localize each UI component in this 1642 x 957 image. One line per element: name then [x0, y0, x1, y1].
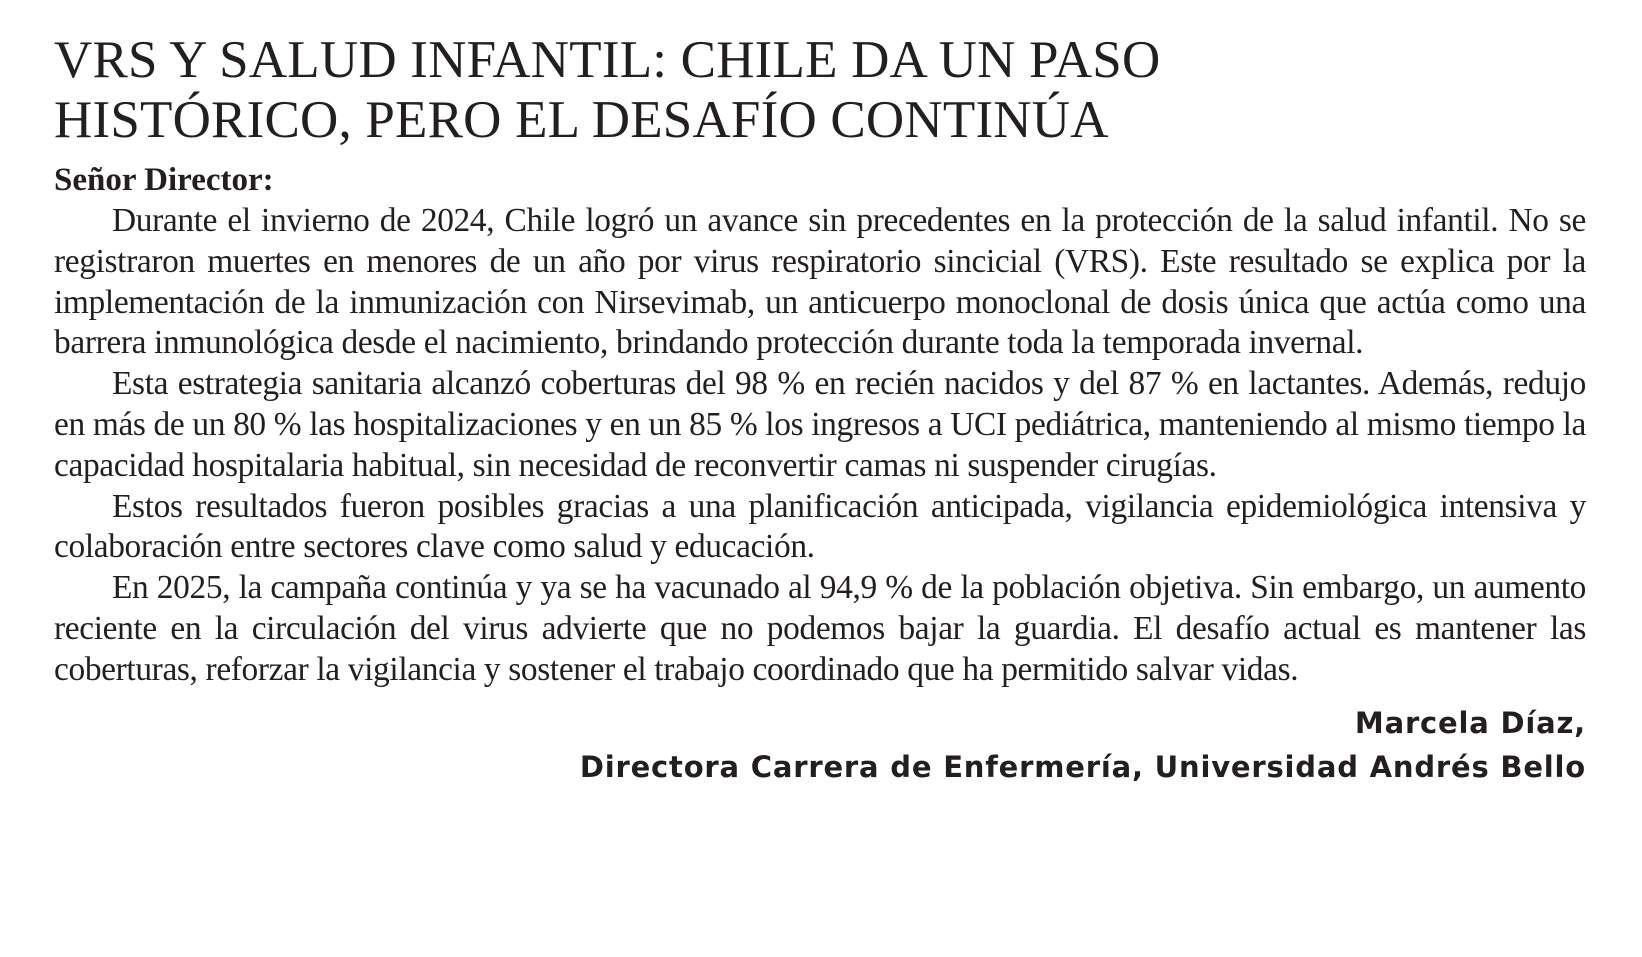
- paragraph: Durante el invierno de 2024, Chile logró un avance sin precedentes en la protección de la salud infantil. No se registraron muertes en menores de un año por virus respiratorio sincicial (VRS). Este resultado se explica por la implementación de la inmunización con Nirsevimab, un anticuerpo monoclonal de dosis única que actúa como una barrera inmunológica desde el nacimiento, brindando protección durante toda la temporada invernal.: [54, 202, 1586, 362]
- letter-body: [54, 201, 1586, 691]
- headline: VRS Y SALUD INFANTIL: CHILE DA UN PASO HISTÓRICO, PERO EL DESAFÍO CONTINÚA: [54, 31, 1161, 149]
- salutation: Señor Director:: [54, 162, 274, 198]
- paragraph: Esta estrategia sanitaria alcanzó coberturas del 98 % en recién nacidos y del 87 % en lactantes. Además, redujo en más de un 80 % las hospitalizaciones y en un 85 % los ingresos a UCI pediátrica, manteniendo al mismo tiempo la capacidad hospitalaria habitual, sin necesidad de reconvertir camas ni suspender cirugías.: [54, 365, 1586, 484]
- signature-title: Directora Carrera de Enfermería, Universidad Andrés Bello: [579, 749, 1586, 784]
- signature: [54, 701, 1586, 789]
- signature-name: Marcela Díaz,: [1354, 705, 1586, 740]
- paragraph: Estos resultados fueron posibles gracias a una planificación anticipada, vigilancia epidemiológica intensiva y colaboración entre sectores clave como salud y educación.: [54, 487, 1586, 566]
- letter-to-editor: [54, 30, 1586, 789]
- paragraph: En 2025, la campaña continúa y ya se ha vacunado al 94,9 % de la población objetiva. Sin embargo, un aumento reciente en la circulación del virus advierte que no podemos bajar la guardia. El desafío actual es mantener las coberturas, reforzar la vigilancia y sostener el trabajo coordinado que ha permitido salvar vidas.: [54, 569, 1586, 688]
